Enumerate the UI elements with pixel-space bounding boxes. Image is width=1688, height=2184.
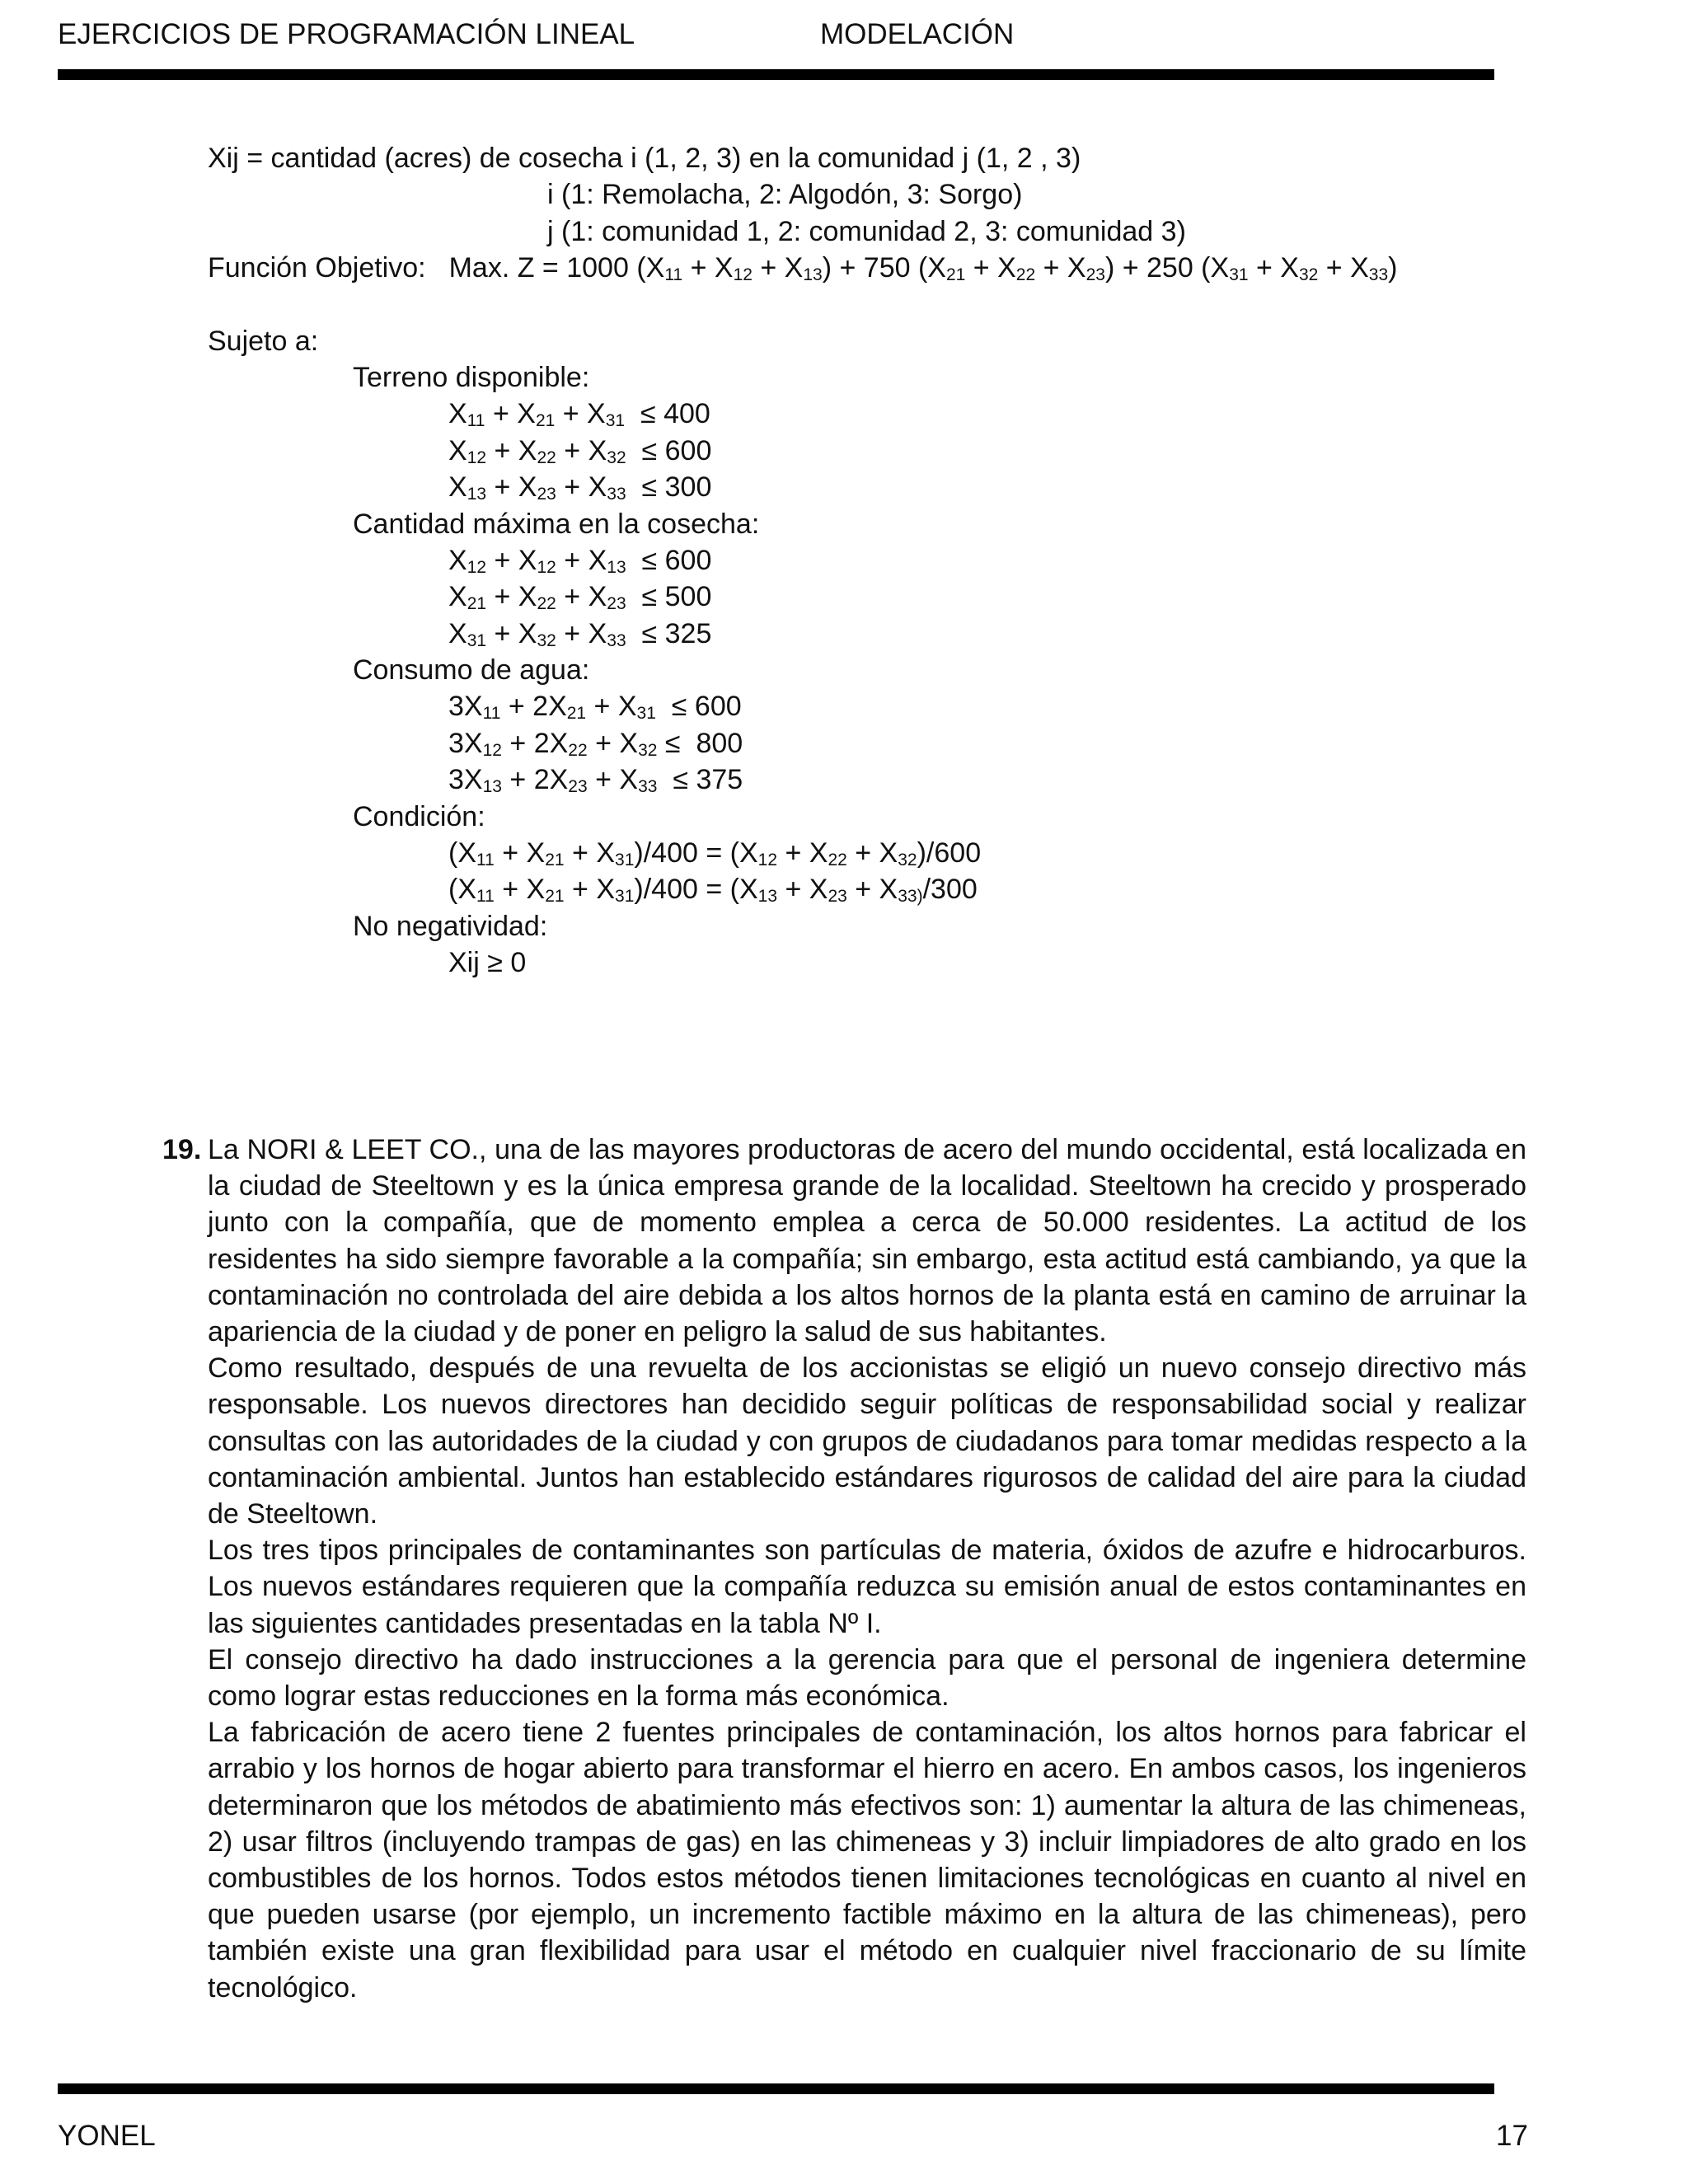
footer-rule xyxy=(58,2083,1494,2094)
page-number: 17 xyxy=(1496,2120,1528,2152)
subject-to-label: Sujeto a: xyxy=(208,325,319,357)
variable-i-description: i (1: Remolacha, 2: Algodón, 3: Sorgo) xyxy=(547,179,1023,211)
problem-19 xyxy=(162,1132,1526,2006)
problem-statement xyxy=(208,1132,1526,2006)
constraint-line: $3X_{13} + 2X_{23} + X_{33} \le 375$ xyxy=(448,764,743,797)
constraint-line: Xij ≥ 0 xyxy=(448,947,527,979)
constraint-line: $X_{21} + X_{22} + X_{23} \le 500$ xyxy=(448,581,712,614)
problem-number: 19. xyxy=(162,1134,202,1165)
problem-paragraph: La NORI & LEET CO., una de las mayores productoras de acero del mundo occidental, está localizada en la ciudad de Steeltown y es la única empresa grande de la localidad. Steeltown ha crecido y prosperado junto con la compañía, que de momento emplea a cerca de 50.000 residentes. La actitud de los residentes ha sido siempre favorable a la compañía; sin embargo, esta actitud está cambiando, ya que la contaminación no controlada del aire debida a los altos hornos de la planta está en camino de arruinar la apariencia de la ciudad y de poner en peligro la salud de sus habitantes. xyxy=(208,1134,1526,1348)
constraint-group-title: No negatividad: xyxy=(353,910,548,942)
constraint-group-title: Condición: xyxy=(353,800,485,832)
problem-paragraph: El consejo directivo ha dado instrucciones a la gerencia para que el personal de ingeniera determine como lograr estas reducciones en la forma más económica. xyxy=(208,1643,1526,1713)
constraint-line: $X_{31} + X_{32} + X_{33} \le 325$ xyxy=(448,617,712,650)
problem-paragraph: Como resultado, después de una revuelta de los accionistas se eligió un nuevo consejo directivo más responsable. Los nuevos directores han decidido seguir políticas de responsabilidad social y realizar consultas con las autoridades de la ciudad y con grupos de ciudadanos para tomar medidas respecto a la contaminación ambiental. Juntos han establecido estándares rigurosos de calidad del aire para la ciudad de Steeltown. xyxy=(208,1352,1526,1530)
variable-j-description: j (1: comunidad 1, 2: comunidad 2, 3: comunidad 3) xyxy=(547,215,1186,247)
constraint-group-title: Consumo de agua: xyxy=(353,654,590,687)
constraint-group-title: Cantidad máxima en la cosecha: xyxy=(353,508,760,540)
header-rule xyxy=(58,69,1494,80)
model-formulation xyxy=(208,140,1526,982)
constraint-line: $(X_{11} + X_{21} + X_{31})/400 = (X_{12} + X_{22} + X_{32})/600$ xyxy=(448,837,982,870)
constraint-line: $3X_{12} + 2X_{22} + X_{32} \le 800$ xyxy=(448,727,743,760)
constraint-line: $X_{13} + X_{23} + X_{33} \le 300$ xyxy=(448,471,712,504)
constraint-line: $(X_{11} + X_{21} + X_{31})/400 = (X_{13} + X_{23} + X_{33)}/300$ xyxy=(448,874,978,907)
header-center-title: MODELACIÓN xyxy=(820,18,1015,50)
spacer xyxy=(208,287,1526,323)
constraint-groups xyxy=(208,359,1526,982)
constraint-line: $X_{12} + X_{12} + X_{13} \le 600$ xyxy=(448,544,712,577)
objective-expression: Max. Z = 1000 $(X_{11} + X_{12} + X_{13}) + 750$ $(X_{21} + X_{22} + X_{23}) + 250$ $(X_{31} + X_{32} + X_{33})$ xyxy=(448,252,1398,285)
constraint-group-title: Terreno disponible: xyxy=(353,361,590,393)
constraint-line: $X_{12} + X_{22} + X_{32} \le 600$ xyxy=(448,434,712,467)
objective-function xyxy=(208,250,1526,286)
constraint-line: $X_{11} + X_{21} + X_{31} \le 400$ xyxy=(448,398,710,431)
footer-author: YONEL xyxy=(58,2120,156,2152)
header-left-title: EJERCICIOS DE PROGRAMACIÓN LINEAL xyxy=(58,18,635,50)
problem-paragraph: Los tres tipos principales de contaminantes son partículas de materia, óxidos de azufre e hidrocarburos. Los nuevos estándares requieren que la compañía reduzca su emisión anual de estos contaminantes en las siguientes cantidades presentadas en la tabla Nº I. xyxy=(208,1535,1526,1639)
objective-label: Función Objetivo: xyxy=(208,252,426,284)
constraint-line: $3X_{11} + 2X_{21} + X_{31} \le 600$ xyxy=(448,691,742,724)
variable-definition: Xij = cantidad (acres) de cosecha i (1, 2, 3) en la comunidad j (1, 2 , 3) xyxy=(208,143,1081,174)
problem-paragraph: La fabricación de acero tiene 2 fuentes principales de contaminación, los altos hornos para fabricar el arrabio y los hornos de hogar abierto para transformar el hierro en acero. En ambos casos, los ingenieros determinaron que los métodos de abatimiento más efectivos son: 1) aumentar la altura de las chimeneas, 2) usar filtros (incluyendo trampas de gas) en las chimeneas y 3) incluir limpiadores de alto grado en los combustibles de los hornos. Todos estos métodos tienen limitaciones tecnológicas en cuanto al nivel en que pueden usarse (por ejemplo, un incremento factible máximo en la altura de las chimeneas), pero también existe una gran flexibilidad para usar el método en cualquier nivel fraccionario de su límite tecnológico. xyxy=(208,1717,1526,2004)
